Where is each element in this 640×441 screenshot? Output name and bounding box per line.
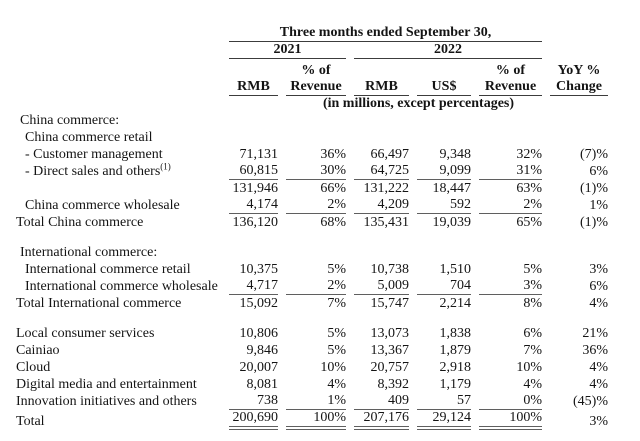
cell-2022-rmb: 13,367 (370, 343, 409, 358)
cell-2021-pct-revenue: 5% (327, 326, 346, 341)
cell-2022-rmb: 66,497 (370, 147, 409, 162)
cell-2021-rmb: 4,717 (229, 278, 278, 295)
cell-2022-rmb (354, 244, 409, 261)
table-row (16, 410, 608, 430)
cell-2022-usd: 704 (417, 278, 471, 295)
cell-2022-rmb: 10,738 (370, 262, 409, 277)
row-label (16, 129, 221, 146)
cell-2022-usd (417, 244, 471, 261)
cell-2021-pct-revenue (286, 112, 346, 129)
row-label (16, 197, 221, 214)
cell-2022-pct-revenue: 100% (479, 410, 542, 430)
row-label-text: International commerce: (20, 245, 158, 260)
row-label (16, 261, 221, 278)
row-label-text: China commerce wholesale (25, 198, 180, 213)
cell-2021-pct-revenue: 36% (320, 147, 346, 162)
cell-yoy-change: 3% (589, 414, 608, 429)
cell-2022-pct-revenue: 3% (479, 278, 542, 295)
cell-2021-pct-revenue: 30% (286, 163, 346, 180)
cell-2022-usd: 9,348 (439, 147, 471, 162)
header-period: Three months ended September 30, (229, 22, 542, 42)
cell-yoy-change: 4% (589, 377, 608, 392)
cell-2021-pct-revenue: 68% (320, 215, 346, 230)
row-label-text: Digital media and entertainment (16, 377, 197, 392)
cell-2022-pct-revenue: 63% (516, 181, 542, 196)
row-label (16, 214, 221, 231)
row-label (16, 295, 221, 312)
cell-2022-rmb: 20,757 (370, 360, 409, 375)
cell-yoy-change: 6% (589, 164, 608, 179)
cell-yoy-change: (1)% (580, 181, 608, 196)
header-col-usd: US$ (417, 59, 471, 96)
header-col-pct-revenue-2021: % of Revenue (286, 59, 346, 96)
cell-2021-rmb: 9,846 (246, 343, 278, 358)
table-row (16, 359, 608, 376)
cell-2022-usd (417, 129, 471, 146)
cell-2022-usd: 9,099 (417, 163, 471, 180)
cell-yoy-change (550, 244, 608, 261)
cell-2022-pct-revenue: 2% (479, 197, 542, 214)
header-year-2022: 2022 (354, 42, 542, 59)
cell-yoy-change (550, 129, 608, 146)
row-label (16, 244, 221, 261)
row-label (16, 180, 221, 197)
table-row (16, 180, 608, 197)
cell-2021-pct-revenue: 1% (286, 393, 346, 410)
cell-2022-usd: 2,214 (439, 296, 471, 311)
cell-2022-pct-revenue: 0% (479, 393, 542, 410)
cell-2022-usd: 57 (417, 393, 471, 410)
cell-2021-rmb: 60,815 (229, 163, 278, 180)
cell-2022-rmb: 5,009 (354, 278, 409, 295)
cell-yoy-change: 1% (589, 198, 608, 213)
cell-2021-pct-revenue (286, 129, 346, 146)
cell-2021-pct-revenue: 7% (327, 296, 346, 311)
cell-2022-usd: 29,124 (417, 410, 471, 430)
table-row (16, 261, 608, 278)
cell-2022-pct-revenue: 65% (516, 215, 542, 230)
cell-yoy-change: 36% (582, 343, 608, 358)
units-note: (in millions, except percentages) (322, 96, 515, 111)
spacer-row (16, 312, 608, 325)
table-row (16, 214, 608, 231)
row-label-text: International commerce wholesale (25, 279, 218, 294)
cell-2021-rmb: 8,081 (246, 377, 278, 392)
row-label (16, 278, 221, 295)
row-label-text: China commerce retail (25, 130, 153, 145)
cell-2021-rmb: 10,375 (239, 262, 278, 277)
row-label-text: - Customer management (25, 147, 163, 162)
cell-2022-pct-revenue: 4% (523, 377, 542, 392)
table-row (16, 146, 608, 163)
table-row (16, 376, 608, 393)
cell-2022-pct-revenue: 6% (523, 326, 542, 341)
cell-2022-pct-revenue (479, 112, 542, 129)
row-label-text: Innovation initiatives and others (16, 394, 197, 409)
cell-2021-rmb (229, 112, 278, 129)
table-row (16, 278, 608, 295)
cell-2022-pct-revenue: 5% (523, 262, 542, 277)
cell-2021-pct-revenue: 4% (327, 377, 346, 392)
row-label (16, 393, 221, 410)
cell-2022-pct-revenue: 32% (516, 147, 542, 162)
cell-2022-rmb (354, 112, 409, 129)
cell-2021-rmb: 20,007 (239, 360, 278, 375)
row-label (16, 359, 221, 376)
cell-2021-rmb: 131,946 (232, 181, 278, 196)
header-col-yoy-change: YoY % Change (550, 59, 608, 96)
table-header (16, 22, 608, 112)
row-label (16, 163, 221, 180)
header-years-row (16, 42, 608, 59)
cell-2022-pct-revenue: 10% (516, 360, 542, 375)
cell-2021-pct-revenue (286, 244, 346, 261)
row-label-text: Cainiao (16, 343, 60, 358)
row-label-text: Total International commerce (16, 296, 182, 311)
cell-2021-pct-revenue: 2% (286, 197, 346, 214)
cell-2022-rmb: 8,392 (377, 377, 409, 392)
cell-yoy-change: 4% (589, 360, 608, 375)
cell-yoy-change: (1)% (580, 215, 608, 230)
cell-2021-pct-revenue: 5% (327, 343, 346, 358)
cell-yoy-change: 6% (589, 279, 608, 294)
cell-yoy-change: 21% (582, 326, 608, 341)
table-body (16, 112, 608, 430)
cell-yoy-change (550, 112, 608, 129)
row-label (16, 146, 221, 163)
cell-2022-rmb: 131,222 (363, 181, 409, 196)
cell-2022-rmb: 135,431 (363, 215, 409, 230)
cell-yoy-change: 3% (589, 262, 608, 277)
cell-2022-rmb: 15,747 (370, 296, 409, 311)
row-label-text: Total (16, 414, 45, 429)
row-label-text: - Direct sales and others (25, 164, 161, 179)
table-row (16, 393, 608, 410)
cell-2022-usd: 1,838 (439, 326, 471, 341)
row-label-text: International commerce retail (25, 262, 191, 277)
header-period-row (16, 22, 608, 42)
table-row (16, 197, 608, 214)
cell-2022-usd: 592 (417, 197, 471, 214)
cell-2022-rmb: 409 (354, 393, 409, 410)
cell-yoy-change: 4% (589, 296, 608, 311)
row-label-footnote-ref: (1) (160, 161, 171, 172)
cell-yoy-change: (45)% (573, 394, 608, 409)
cell-2021-rmb (229, 129, 278, 146)
cell-2022-rmb: 64,725 (354, 163, 409, 180)
revenue-table (8, 22, 616, 430)
row-label (16, 112, 221, 129)
cell-2022-usd: 19,039 (432, 215, 471, 230)
cell-2021-rmb: 10,806 (239, 326, 278, 341)
header-col-rmb-2021: RMB (229, 59, 278, 96)
cell-2022-pct-revenue: 7% (523, 343, 542, 358)
header-col-pct-revenue-2022: % of Revenue (479, 59, 542, 96)
table-row (16, 129, 608, 146)
cell-2021-rmb: 4,174 (229, 197, 278, 214)
row-label-text: Total China commerce (16, 215, 144, 230)
header-col-rmb-2022: RMB (354, 59, 409, 96)
cell-2021-rmb: 136,120 (232, 215, 278, 230)
cell-2022-rmb: 13,073 (370, 326, 409, 341)
header-units-row (16, 96, 608, 112)
header-year-2021: 2021 (229, 42, 346, 59)
cell-yoy-change: (7)% (580, 147, 608, 162)
cell-2021-rmb: 738 (229, 393, 278, 410)
cell-2022-usd: 18,447 (432, 181, 471, 196)
header-columns-row (16, 59, 608, 96)
cell-2021-pct-revenue: 5% (327, 262, 346, 277)
cell-2022-rmb: 4,209 (354, 197, 409, 214)
cell-2022-pct-revenue: 8% (523, 296, 542, 311)
cell-2021-pct-revenue: 10% (320, 360, 346, 375)
cell-2022-pct-revenue: 31% (479, 163, 542, 180)
cell-2021-rmb: 15,092 (239, 296, 278, 311)
table-row (16, 163, 608, 180)
cell-2022-usd: 2,918 (439, 360, 471, 375)
cell-2022-usd: 1,510 (439, 262, 471, 277)
table-row (16, 112, 608, 129)
cell-2021-rmb (229, 244, 278, 261)
row-label (16, 325, 221, 342)
table-row (16, 295, 608, 312)
row-label (16, 376, 221, 393)
cell-2022-rmb (354, 129, 409, 146)
table-row (16, 325, 608, 342)
cell-2022-usd: 1,879 (439, 343, 471, 358)
cell-2021-pct-revenue: 66% (320, 181, 346, 196)
cell-2021-pct-revenue: 100% (286, 410, 346, 430)
cell-2021-rmb: 200,690 (229, 410, 278, 430)
cell-2021-rmb: 71,131 (239, 147, 278, 162)
spacer-row (16, 231, 608, 244)
cell-2021-pct-revenue: 2% (286, 278, 346, 295)
row-label-text: Cloud (16, 360, 51, 375)
cell-2022-usd (417, 112, 471, 129)
table-row (16, 342, 608, 359)
row-label-text: China commerce: (20, 113, 120, 128)
cell-2022-pct-revenue (479, 129, 542, 146)
row-label (16, 410, 221, 430)
table-row (16, 244, 608, 261)
cell-2022-usd: 1,179 (439, 377, 471, 392)
row-label (16, 342, 221, 359)
cell-2022-rmb: 207,176 (354, 410, 409, 430)
row-label-text: Local consumer services (16, 326, 155, 341)
cell-2022-pct-revenue (479, 244, 542, 261)
